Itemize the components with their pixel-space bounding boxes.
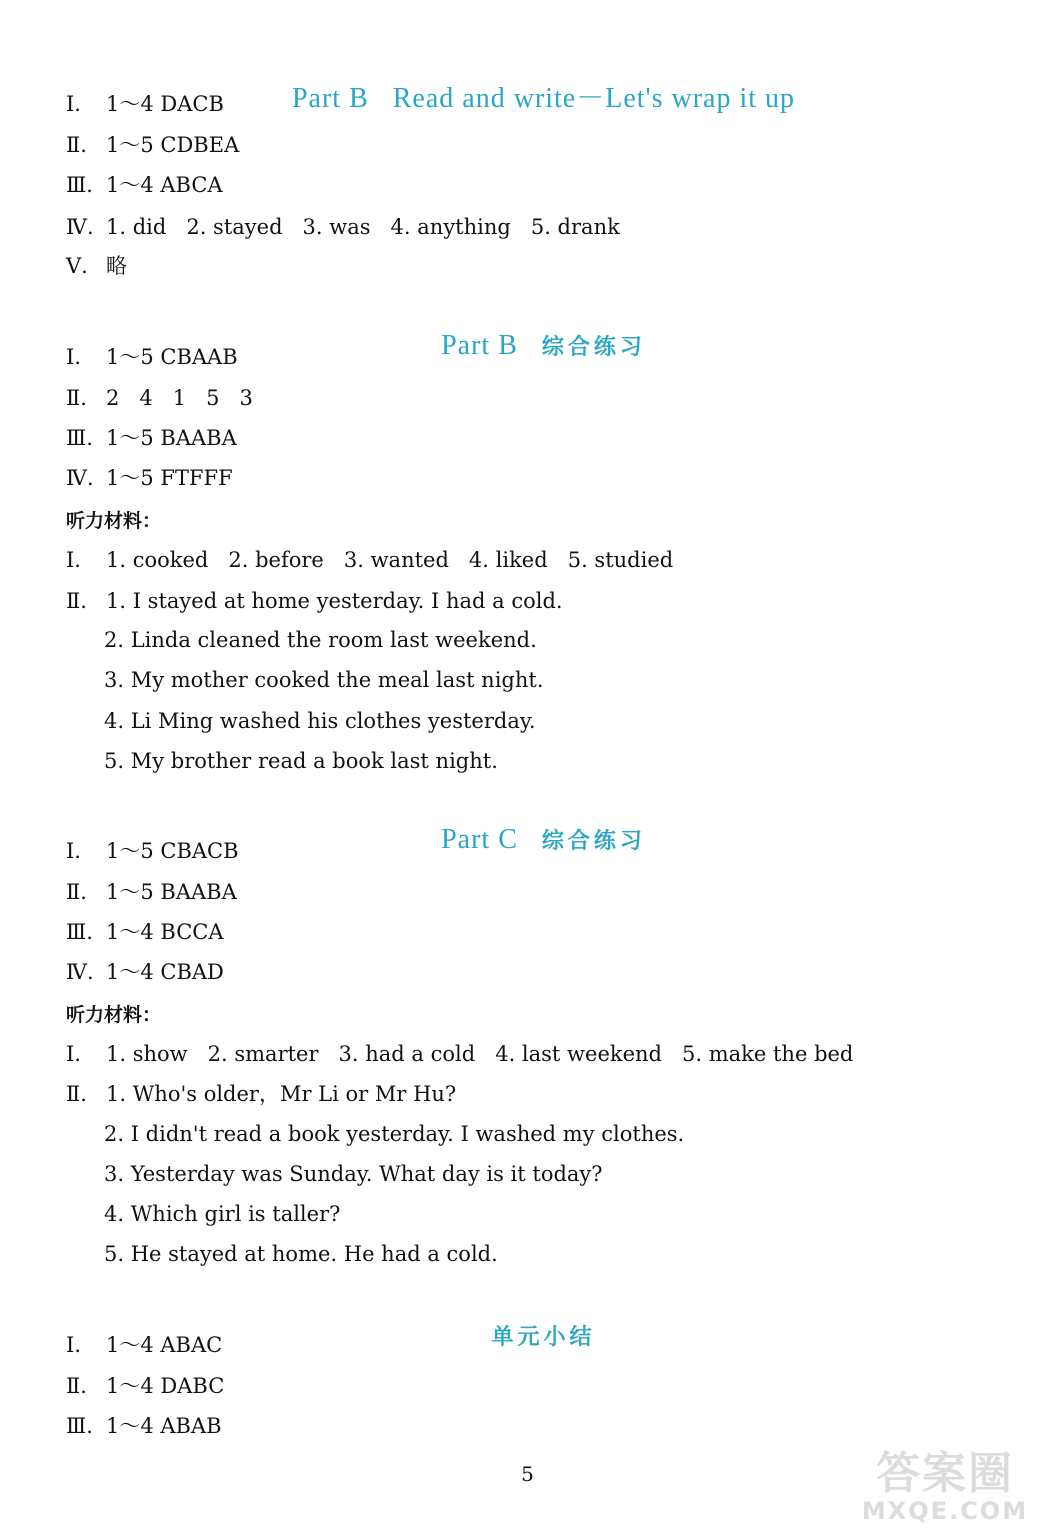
answer-line: Ⅳ. 1～4 CBAD (66, 960, 224, 984)
listening-line: 4. Li Ming washed his clothes yesterday. (104, 709, 536, 733)
section-heading-cn: 综合练习 (541, 335, 646, 360)
watermark-text: 答案圈 (876, 1448, 1014, 1499)
answer-line: Ⅲ. 1～4 BCCA (66, 920, 224, 944)
answer-line: Ⅱ. 1～5 CDBEA (66, 133, 240, 157)
answer-line: Ⅳ. 1～5 FTFFF (66, 466, 233, 490)
answer-line: Ⅴ. 略 (66, 254, 127, 278)
listening-line: Ⅱ. 1. Who's older，Mr Li or Mr Hu? (66, 1082, 457, 1106)
page-number: 5 (521, 1462, 534, 1486)
answer-line: Ⅲ. 1～5 BAABA (66, 426, 237, 450)
listening-line: 2. I didn't read a book yesterday. I washed my clothes. (104, 1122, 685, 1146)
listening-line: Ⅱ. 1. I stayed at home yesterday. I had a cold. (66, 589, 563, 613)
listening-line: Ⅰ. 1. show 2. smarter 3. had a cold 4. last weekend 5. make the bed (66, 1042, 854, 1066)
section-heading-cn: 综合练习 (541, 829, 646, 854)
answer-line: Ⅱ. 1～4 DABC (66, 1374, 225, 1398)
listening-line: 4. Which girl is taller? (104, 1202, 341, 1226)
section-heading-cn: 单元小结 (491, 1325, 596, 1350)
listening-line: 5. My brother read a book last night. (104, 749, 498, 773)
answer-line: Ⅰ. 1～5 CBAAB (66, 345, 238, 369)
section-heading-text: Part B (441, 330, 518, 361)
section-heading-text: Part B Read and write－Let's wrap it up (291, 83, 796, 114)
answer-line: Ⅱ. 1～5 BAABA (66, 880, 237, 904)
listening-line: 5. He stayed at home. He had a cold. (104, 1242, 498, 1266)
answer-line: Ⅲ. 1～4 ABAB (66, 1414, 222, 1438)
section-heading-text: Part C (441, 824, 518, 855)
answer-line: Ⅰ. 1～5 CBACB (66, 839, 239, 863)
listening-line: Ⅰ. 1. cooked 2. before 3. wanted 4. liked 5. studied (66, 548, 674, 572)
listening-line: 3. My mother cooked the meal last night. (104, 668, 544, 692)
listening-label: 听力材料： (66, 510, 162, 532)
listening-line: 2. Linda cleaned the room last weekend. (104, 628, 537, 652)
answer-line: Ⅲ. 1～4 ABCA (66, 173, 223, 197)
answer-line: Ⅱ. 2 4 1 5 3 (66, 386, 253, 410)
listening-line: 3. Yesterday was Sunday. What day is it today? (104, 1162, 603, 1186)
listening-label: 听力材料： (66, 1004, 162, 1026)
answer-line: Ⅰ. 1～4 DACB (66, 92, 224, 116)
answer-line: Ⅰ. 1～4 ABAC (66, 1333, 223, 1357)
answer-line: Ⅳ. 1. did 2. stayed 3. was 4. anything 5. drank (66, 215, 620, 239)
watermark-url: MXQE.COM (861, 1497, 1029, 1525)
watermark-logo (845, 1450, 1045, 1530)
